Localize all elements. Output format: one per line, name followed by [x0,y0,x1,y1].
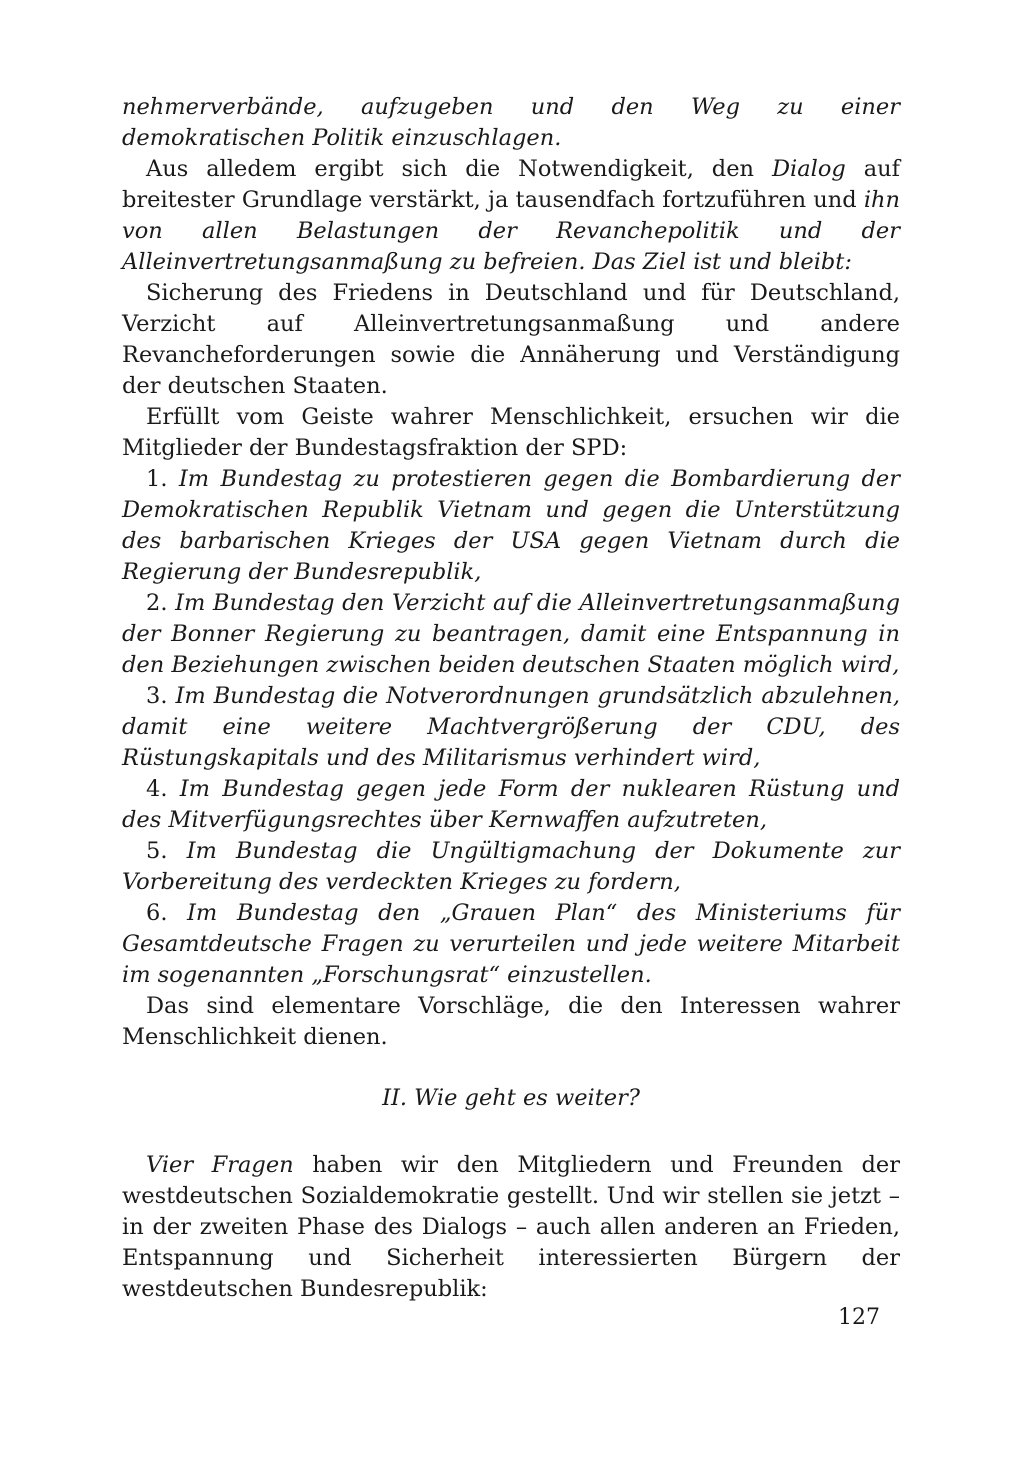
list-number: 1. [146,466,168,492]
paragraph-questions-emphasis: Vier Fragen [146,1152,294,1178]
list-number: 3. [146,683,168,709]
list-item-3 [122,681,900,774]
paragraph-questions-text: haben wir den Mitgliedern und Freunden der westdeutschen Sozialdemokratie gestellt. Und wir stellen sie jetzt – in der zweiten Phase des Dialogs – auch allen anderen an Frieden, Entspannung und Sicherheit interessierten Bürgern der westdeutschen Bundesrepublik: [122,1152,901,1302]
list-text: Im Bundestag den „Grauen Plan“ des Ministeriums für Gesamtdeutsche Fragen zu verurteilen und jede weitere Mitarbeit im sogenannten „Forschungsrat“ einzustellen. [122,900,900,988]
paragraph-dialog [122,154,900,278]
list-text: Im Bundestag gegen jede Form der nuklearen Rüstung und des Mitverfügungsrechtes über Kernwaffen aufzutreten, [122,776,901,833]
paragraph-request: Erfüllt vom Geiste wahrer Menschlichkeit, ersuchen wir die Mitglieder der Bundestagsfraktion der SPD: [122,404,900,461]
list-item-5 [122,836,900,898]
list-number: 5. [146,838,168,864]
paragraph-peace: Sicherung des Friedens in Deutschland und für Deutschland, Verzicht auf Alleinvertretungsanmaßung und andere Revancheforderungen sowie die Annäherung und Verständigung der deutschen Staaten. [122,280,900,399]
list-number: 6. [146,900,168,926]
list-text: Im Bundestag zu protestieren gegen die Bombardierung der Demokratischen Republik Vietnam und gegen die Unterstützung des barbarischen Krieges der USA gegen Vietnam durch die Regierung der Bundesrepublik, [122,466,900,585]
paragraph-dialog-goal: ihn von allen Belastungen der Revanchepolitik und der Alleinvertretungsanmaßung zu befreien. Das Ziel ist und bleibt: [122,187,900,275]
list-number: 4. [146,776,168,802]
list-item-4 [122,774,900,836]
section-heading: II. Wie geht es weiter? [382,1085,640,1111]
list-item-6 [122,898,900,991]
paragraph-conclusion: Das sind elementare Vorschläge, die den Interessen wahrer Menschlichkeit dienen. [122,993,900,1050]
paragraph-intro: nehmerverbände, aufzugeben und den Weg zu einer demokratischen Politik einzuschlagen. [122,94,900,151]
list-text: Im Bundestag die Notverordnungen grundsätzlich abzulehnen, damit eine weitere Machtvergrößerung der CDU, des Rüstungskapitals und des Militarismus verhindert wird, [122,683,900,771]
list-text: Im Bundestag die Ungültigmachung der Dokumente zur Vorbereitung des verdeckten Krieges zu fordern, [122,838,901,895]
list-item-2 [122,588,900,681]
list-number: 2. [146,590,168,616]
paragraph-questions [122,1150,900,1305]
list-text: Im Bundestag den Verzicht auf die Alleinvertretungsanmaßung der Bonner Regierung zu beantragen, damit eine Entspannung in den Beziehungen zwischen beiden deutschen Staaten möglich wird, [122,590,901,678]
paragraph-dialog-part-2: auf breitester Grundlage verstärkt, ja tausendfach fortzuführen und [122,156,900,213]
list-item-1 [122,464,900,588]
paragraph-dialog-part-1: Aus alledem ergibt sich die Notwendigkeit, den [146,156,772,182]
paragraph-dialog-emphasis: Dialog [771,156,846,182]
page-body [122,92,900,1305]
page-number: 127 [838,1305,880,1330]
